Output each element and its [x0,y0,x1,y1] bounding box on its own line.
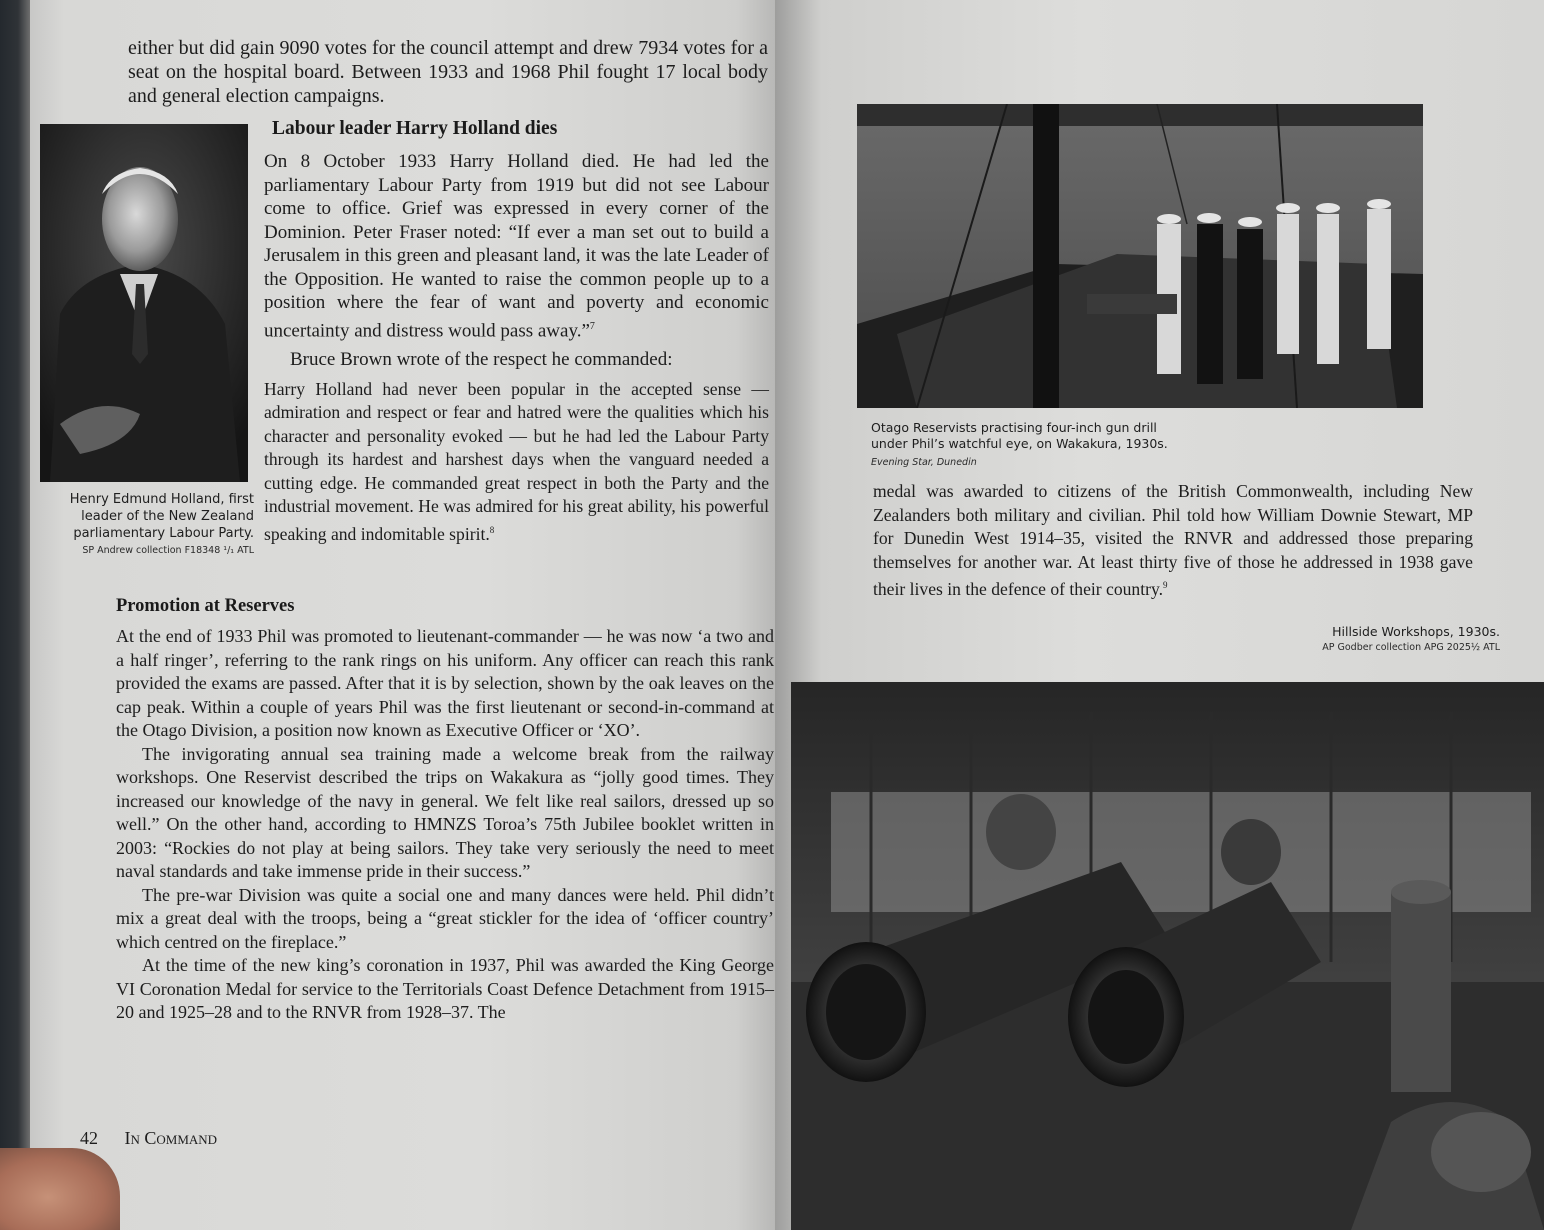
brown-quote [264,378,769,546]
portrait-caption: Henry Edmund Holland, first leader of the New Zealand parliamentary Labour Party. [69,492,254,541]
medal-paragraph-text: medal was awarded to citizens of the British Commonwealth, including New Zealanders both military and civilian. Phil told how William Downie Stewart, MP for Dunedin West 1914–35, visited the RNVR and addressed those preparing themselves for another war. At least thirty five of those he addressed in 1938 gave their lives in the defence of their country. [873,481,1473,599]
training-paragraph: The invigorating annual sea training made a welcome break from the railway workshops. One Reservist described the trips on Wakakura as “jolly good times. They increased our knowledge of the navy in general. We felt like real sailors, dressed up so well.” On the other hand, according to HMNZS Toroa’s 75th Jubilee booklet written in 2003: “Rockies do not play at being sailors. They take very seriously the need to meet naval standards and take immense pride in their success.” [116,743,774,881]
holland-portrait [40,124,248,482]
section-holland [264,118,769,546]
workshop-caption: Hillside Workshops, 1930s. [1332,624,1500,639]
portrait-credit: SP Andrew collection F18348 ¹/₁ ATL [82,545,254,556]
brown-quote-text: Harry Holland had never been popular in the accepted sense — admiration and respect or fear and hatred were the qualities which his character and personality evoked — but he had led the Labour Party through its hardest and harshest days when the vanguard needed a cutting edge. He commanded great respect in both the Party and the industrial movement. He was admired for his great ability, his powerful speaking and indomitable spirit. [264,378,769,544]
holland-paragraph [264,150,769,342]
ship-gun-drill-photo [857,104,1423,408]
medal-paragraph [873,480,1473,601]
footnote-ref: 7 [589,320,595,332]
right-page [775,0,1544,1230]
book-edge [0,0,30,1230]
section-promotion [116,596,774,1025]
section-heading: Labour leader Harry Holland dies [272,118,558,139]
portrait-image [40,124,248,482]
section-heading: Promotion at Reserves [116,596,295,616]
ship-image [857,104,1423,408]
coronation-paragraph: At the time of the new king’s coronation in 1937, Phil was awarded the King George VI Coronation Medal for service to the Territorials Coast Defence Detachment from 1915–20 and 1925–28 and to the RNVR from 1928–37. The [116,955,774,1022]
social-paragraph: The pre-war Division was quite a social one and many dances were held. Phil didn’t mix a great deal with the troops, being a “great stickler for the idea of ‘officer country’ which centred on the fireplace.” [116,884,774,952]
brown-intro: Bruce Brown wrote of the respect he commanded: [290,349,673,371]
footnote-ref: 9 [1163,580,1168,590]
workshop-credit: AP Godber collection APG 2025½ ATL [1322,642,1500,653]
ship-caption-line2: under Phil’s watchful eye, on Wakakura, 1930s. [871,436,1168,451]
hillside-workshops-photo [791,682,1544,1230]
ship-credit: Evening Star, Dunedin [871,457,977,468]
footnote-ref: 8 [489,524,495,535]
reader-thumb [0,1148,120,1230]
ship-caption-line1: Otago Reservists practising four-inch gun drill [871,420,1157,435]
workshop-image [791,682,1544,1230]
page-number: 42 [80,1128,98,1148]
intro-paragraph: either but did gain 9090 votes for the council attempt and drew 7934 votes for a seat on the hospital board. Between 1933 and 1968 Phil fought 17 local body and general election campaigns. [128,37,768,107]
promotion-paragraph: At the end of 1933 Phil was promoted to lieutenant-commander — he was now ‘a two and a half ringer’, referring to the rank rings on his uniform. Any officer can reach this rank provided the exams are passed. After that it is by selection, shown by the oak leaves on the cap peak. Within a couple of years Phil was the first lieutenant or second-in-command at the Otago Division, a position now known as Executive Officer or ‘XO’. [116,626,774,740]
page-footer [80,1128,380,1149]
running-title: In Command [124,1128,218,1148]
holland-paragraph-text: On 8 October 1933 Harry Holland died. He had led the parliamentary Labour Party from 1919 but did not see Labour come to office. Grief was expressed in every corner of the Dominion. Peter Fraser noted: “If ever a man set out to build a Jerusalem in this green and pleasant land, it was the late Leader of the Opposition. He wanted to raise the common people up to a position where the fear of want and poverty and economic uncertainty and distress would pass away.” [264,151,769,341]
